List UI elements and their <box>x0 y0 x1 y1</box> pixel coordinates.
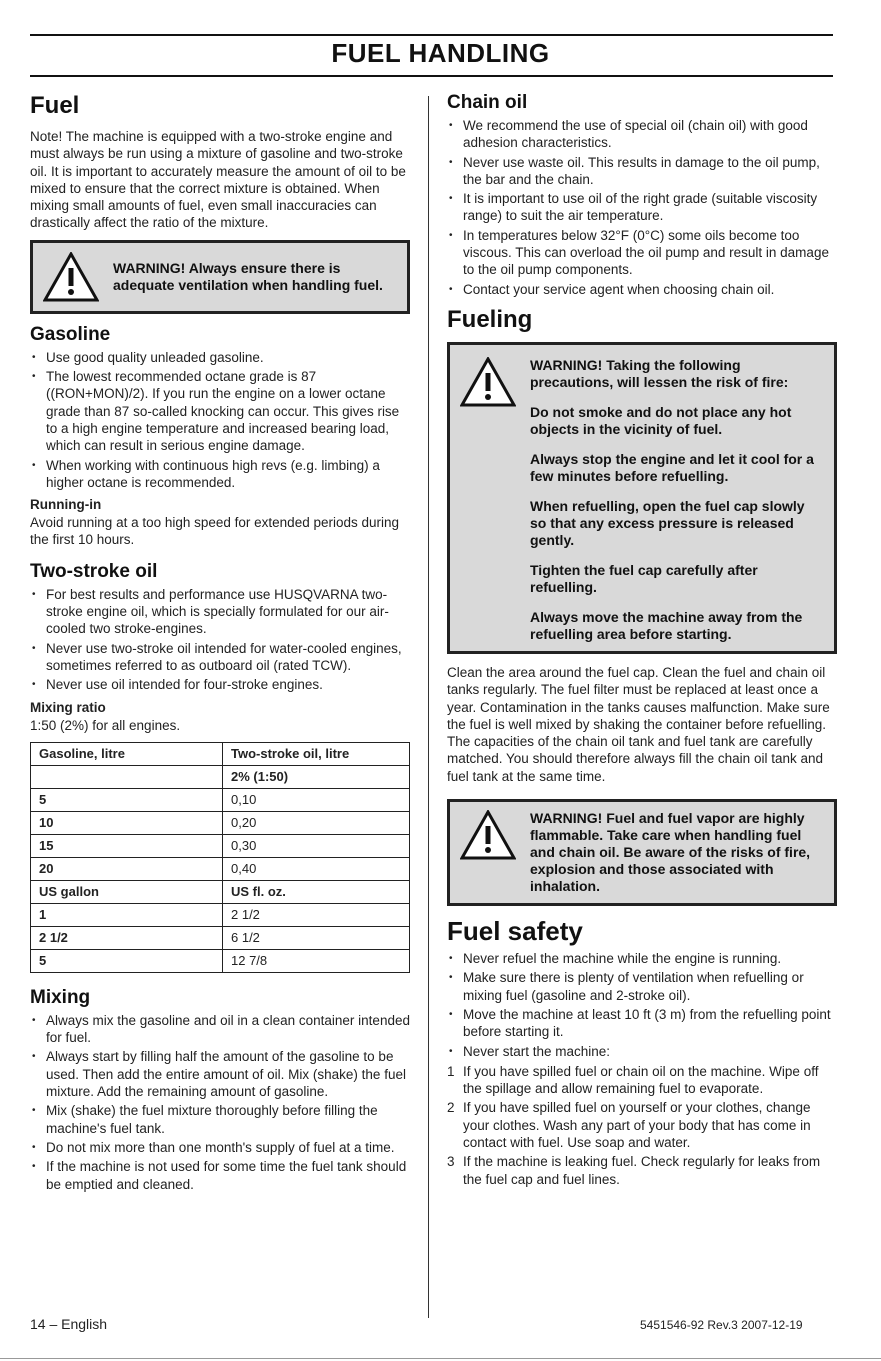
list-item: • Never use waste oil. This results in damage to the oil pump, the bar and the chain. <box>447 154 837 189</box>
list-item: • Move the machine at least 10 ft (3 m) from the refuelling point before starting it. <box>447 1006 837 1041</box>
table-header-cell: Gasoline, litre <box>31 742 223 765</box>
chain-oil-heading: Chain oil <box>447 92 528 113</box>
list-item: • If the machine is not used for some time the fuel tank should be emptied and cleaned. <box>30 1158 410 1193</box>
table-cell: 6 1/2 <box>223 926 410 949</box>
list-item: • When working with continuous high revs (e.g. limbing) a higher octane is recommended. <box>30 457 410 492</box>
list-item: • It is important to use oil of the right grade (suitable viscosity range) to suit the air temperature. <box>447 190 837 225</box>
table-cell: 1 <box>31 903 223 926</box>
warning-flammable-text: WARNING! Fuel and fuel vapor are highly flammable. Take care when handling fuel and chain oil. Be aware of the risks of fire, explosion and those associated with inhalation. <box>530 810 811 895</box>
mixing-ratio-text: 1:50 (2%) for all engines. <box>30 717 181 733</box>
list-item: • Use good quality unleaded gasoline. <box>30 349 410 366</box>
warning-line: Tighten the fuel cap carefully after refuelling. <box>530 561 758 595</box>
table-cell: 0,30 <box>223 834 410 857</box>
table-header-cell: US gallon <box>31 880 223 903</box>
table-cell: 0,10 <box>223 788 410 811</box>
table-cell <box>31 765 223 788</box>
right-column <box>447 92 837 1190</box>
warning-line: Do not smoke and do not place any hot objects in the vicinity of fuel. <box>530 403 792 437</box>
table-row <box>31 788 410 811</box>
bottom-rule <box>0 1358 881 1359</box>
fueling-heading: Fueling <box>447 305 533 333</box>
table-row <box>31 742 410 765</box>
gasoline-heading: Gasoline <box>30 323 111 345</box>
fuel-heading: Fuel <box>30 92 80 119</box>
list-item: • Never use two-stroke oil intended for water-cooled engines, sometimes referred to as outboard oil (rated TCW). <box>30 640 410 675</box>
gasoline-list <box>30 349 410 491</box>
table-cell: 10 <box>31 811 223 834</box>
table-header-cell: US fl. oz. <box>223 880 410 903</box>
table-row <box>31 880 410 903</box>
list-item: • Never refuel the machine while the engine is running. <box>447 950 837 967</box>
table-cell: 2 1/2 <box>31 926 223 949</box>
warning-fire-text <box>530 357 824 643</box>
numbered-item: 3 If the machine is leaking fuel. Check regularly for leaks from the fuel cap and fuel lines. <box>447 1154 821 1187</box>
warning-flammable <box>447 799 837 906</box>
fuel-safety-list <box>447 950 837 1060</box>
list-item: • Make sure there is plenty of ventilation when refuelling or mixing fuel (gasoline and 2-stroke oil). <box>447 969 837 1004</box>
table-row <box>31 949 410 972</box>
document-code: 5451546-92 Rev.3 2007-12-19 <box>640 1318 803 1332</box>
list-item: • The lowest recommended octane grade is 87 ((RON+MON)/2). If you run the engine on a lower octane grade than 87 so-called knocking can occur. This gives rise to a high engine temperature and increased bearing load, which can result in serious engine damage. <box>30 368 410 454</box>
list-item: • For best results and performance use HUSQVARNA two-stroke engine oil, which is specially formulated for our air-cooled two stroke-engines. <box>30 586 410 638</box>
fuel-safety-numbered-list <box>447 1063 837 1188</box>
fueling-text: Clean the area around the fuel cap. Clean the fuel and chain oil tanks regularly. The fuel filter must be replaced at least once a year. Contamination in the tanks causes malfunction. Make sure the fuel is well mixed by shaking the container before refuelling. The capacities of the chain oil tank and fuel tank are carefully matched. You should therefore always fill the chain oil tank and fuel tank at the same time. <box>447 664 830 784</box>
table-row <box>31 903 410 926</box>
warning-line: Always move the machine away from the refuelling area before starting. <box>530 608 803 642</box>
list-item: • In temperatures below 32°F (0°C) some oils become too viscous. This can overload the oil pump and result in damage to the oil pump components. <box>447 227 837 279</box>
list-item: • We recommend the use of special oil (chain oil) with good adhesion characteristics. <box>447 117 837 152</box>
list-item: • Always start by filling half the amount of the gasoline to be used. Then add the entire amount of oil. Mix (shake) the fuel mixture. Add the remaining amount of gasoline. <box>30 1048 410 1100</box>
chain-oil-list <box>447 117 837 298</box>
left-column <box>30 92 410 1195</box>
table-cell: 0,20 <box>223 811 410 834</box>
running-in-text: Avoid running at a too high speed for extended periods during the first 10 hours. <box>30 515 400 548</box>
table-header-cell: Two-stroke oil, litre <box>223 742 410 765</box>
table-cell: 5 <box>31 949 223 972</box>
title-rule <box>30 75 833 77</box>
fuel-safety-heading: Fuel safety <box>447 916 583 947</box>
list-item: • Never use oil intended for four-stroke engines. <box>30 676 410 693</box>
list-item: • Mix (shake) the fuel mixture thoroughly before filling the machine's fuel tank. <box>30 1102 410 1137</box>
fuel-note: Note! The machine is equipped with a two-stroke engine and must always be run using a mixture of gasoline and two-stroke oil. It is important to accurately measure the amount of oil to be mixed to ensure that the correct mixture is obtained. When mixing small amounts of fuel, even small inaccuracies can drastically affect the ratio of the mixture. <box>30 129 406 231</box>
warning-ventilation-text: WARNING! Always ensure there is adequate ventilation when handling fuel. <box>113 259 383 293</box>
table-cell: 20 <box>31 857 223 880</box>
warning-fire <box>447 342 837 654</box>
page-number: 14 – English <box>30 1316 108 1332</box>
mixing-ratio-heading: Mixing ratio <box>30 699 106 715</box>
warning-line: Always stop the engine and let it cool for a few minutes before refuelling. <box>530 450 814 484</box>
list-item: • Do not mix more than one month's supply of fuel at a time. <box>30 1139 410 1156</box>
warning-triangle-icon <box>460 357 516 407</box>
two-stroke-heading: Two-stroke oil <box>30 560 158 582</box>
table-row <box>31 834 410 857</box>
table-cell: 12 7/8 <box>223 949 410 972</box>
warning-triangle-icon <box>43 252 99 302</box>
table-row <box>31 811 410 834</box>
table-cell: 5 <box>31 788 223 811</box>
table-row <box>31 857 410 880</box>
table-cell: 15 <box>31 834 223 857</box>
list-item: • Never start the machine: <box>447 1043 837 1060</box>
running-in-heading: Running-in <box>30 497 102 513</box>
numbered-item: 2 If you have spilled fuel on yourself or your clothes, change your clothes. Wash any part of your body that has come in contact with fuel. Use soap and water. <box>447 1100 811 1151</box>
mixing-list <box>30 1012 410 1193</box>
warning-ventilation <box>30 240 410 314</box>
warning-line: When refuelling, open the fuel cap slowly so that any excess pressure is released gently. <box>530 497 805 548</box>
table-header-cell: 2% (1:50) <box>223 765 410 788</box>
list-item: • Contact your service agent when choosing chain oil. <box>447 281 837 298</box>
warning-line: WARNING! Taking the following precautions, will lessen the risk of fire: <box>530 356 789 390</box>
two-stroke-list <box>30 586 410 694</box>
column-divider <box>428 96 429 1318</box>
warning-triangle-icon <box>460 810 516 860</box>
mixing-table <box>30 742 410 973</box>
table-row <box>31 926 410 949</box>
numbered-item: 1 If you have spilled fuel or chain oil on the machine. Wipe off the spillage and allow remaining fuel to evaporate. <box>447 1063 819 1097</box>
table-cell: 2 1/2 <box>223 903 410 926</box>
list-item: • Always mix the gasoline and oil in a clean container intended for fuel. <box>30 1012 410 1047</box>
mixing-heading: Mixing <box>30 986 91 1008</box>
table-cell: 0,40 <box>223 857 410 880</box>
top-rule <box>30 34 833 36</box>
table-row <box>31 765 410 788</box>
page-title: FUEL HANDLING <box>331 38 550 68</box>
